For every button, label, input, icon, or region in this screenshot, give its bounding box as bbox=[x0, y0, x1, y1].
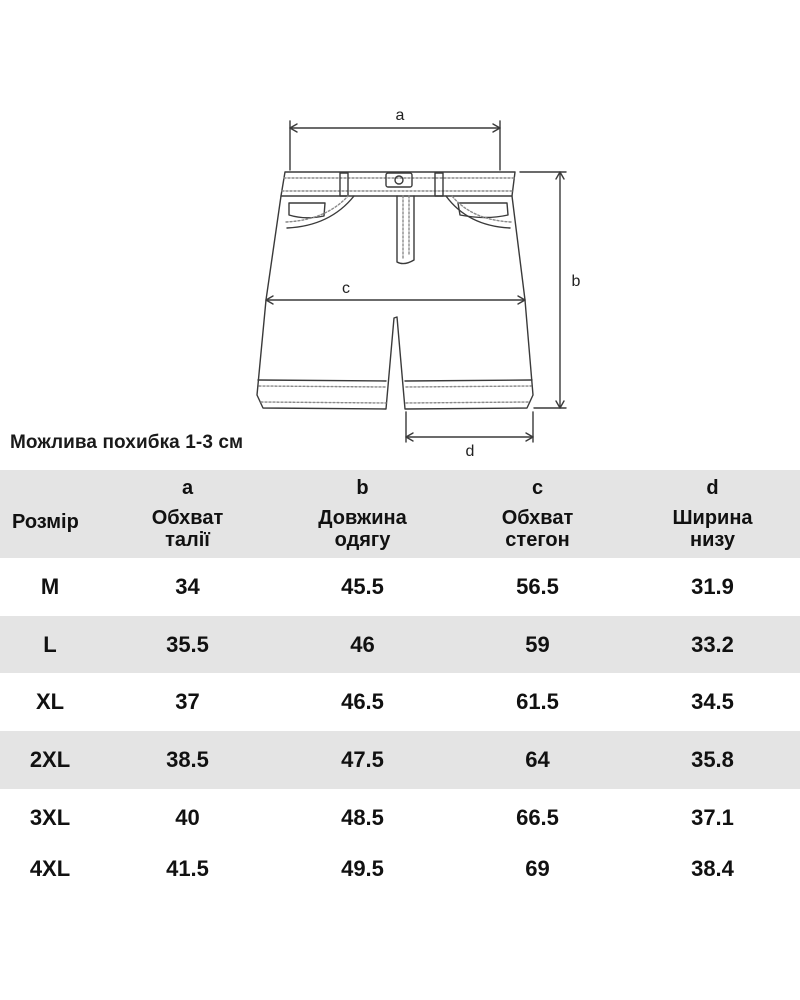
size-cell: 3XL bbox=[29, 805, 71, 830]
dimension-b-line bbox=[520, 172, 566, 408]
size-column-header: Розмір bbox=[12, 511, 79, 533]
column-name-line2: одягу bbox=[334, 529, 391, 551]
cell-a: 38.5 bbox=[166, 747, 209, 772]
column-header-d bbox=[625, 470, 800, 558]
table-row bbox=[0, 616, 800, 673]
cell-a: 35.5 bbox=[166, 631, 209, 657]
cell-d: 33.2 bbox=[691, 631, 734, 657]
cell-b: 45.5 bbox=[341, 574, 384, 599]
column-name-line1: Довжина bbox=[318, 507, 407, 529]
size-cell: XL bbox=[35, 689, 65, 714]
cell-a: 40 bbox=[175, 805, 200, 830]
dimension-c-line bbox=[266, 296, 525, 304]
column-header-a bbox=[100, 470, 275, 558]
dimension-a-line bbox=[290, 121, 500, 170]
cell-a: 37 bbox=[175, 689, 200, 714]
cell-c: 69 bbox=[525, 856, 550, 881]
column-letter: c bbox=[531, 477, 544, 499]
shorts-diagram bbox=[0, 0, 800, 470]
shorts-outline bbox=[257, 172, 533, 409]
dimension-a-label: a bbox=[395, 107, 405, 124]
cell-d: 38.4 bbox=[691, 856, 734, 881]
dimension-d-label: d bbox=[465, 443, 475, 460]
cell-d: 31.9 bbox=[691, 574, 734, 599]
column-header-c bbox=[450, 470, 625, 558]
column-name-line1: Ширина bbox=[672, 507, 753, 529]
cell-b: 46.5 bbox=[341, 689, 384, 714]
cell-c: 61.5 bbox=[516, 689, 559, 714]
column-name-line1: Обхват bbox=[151, 507, 224, 529]
cell-c: 56.5 bbox=[516, 574, 559, 599]
cell-d: 35.8 bbox=[691, 747, 734, 772]
size-cell: 2XL bbox=[29, 747, 71, 772]
cell-c: 64 bbox=[525, 747, 550, 772]
size-cell: L bbox=[43, 631, 57, 657]
cell-b: 49.5 bbox=[341, 856, 384, 881]
column-name-line2: талії bbox=[165, 529, 210, 551]
size-table bbox=[0, 470, 800, 891]
size-cell: 4XL bbox=[29, 856, 71, 881]
column-letter: a bbox=[181, 477, 194, 499]
dimension-b-label: b bbox=[571, 273, 581, 290]
table-row bbox=[0, 847, 800, 891]
table-row bbox=[0, 558, 800, 616]
cell-b: 48.5 bbox=[341, 805, 384, 830]
table-row bbox=[0, 731, 800, 789]
table-header-row bbox=[0, 470, 800, 558]
dimension-c-label: c bbox=[342, 280, 350, 297]
column-letter: b bbox=[356, 477, 369, 499]
tolerance-note: Можлива похибка 1-3 см bbox=[10, 432, 244, 453]
dimension-d-line bbox=[406, 412, 533, 442]
column-header-b bbox=[275, 470, 450, 558]
cell-b: 46 bbox=[350, 631, 375, 657]
column-name-line1: Обхват bbox=[501, 507, 574, 529]
column-name-line2: стегон bbox=[505, 529, 570, 551]
cell-b: 47.5 bbox=[341, 747, 384, 772]
column-name-line2: низу bbox=[690, 529, 735, 551]
cell-a: 34 bbox=[175, 574, 200, 599]
cell-c: 66.5 bbox=[516, 805, 559, 830]
column-letter: d bbox=[706, 477, 719, 499]
table-row bbox=[0, 673, 800, 731]
cell-a: 41.5 bbox=[166, 856, 209, 881]
cell-d: 34.5 bbox=[691, 689, 734, 714]
cell-c: 59 bbox=[525, 631, 550, 657]
cell-d: 37.1 bbox=[691, 805, 734, 830]
table-row bbox=[0, 789, 800, 847]
size-cell: M bbox=[40, 574, 60, 599]
